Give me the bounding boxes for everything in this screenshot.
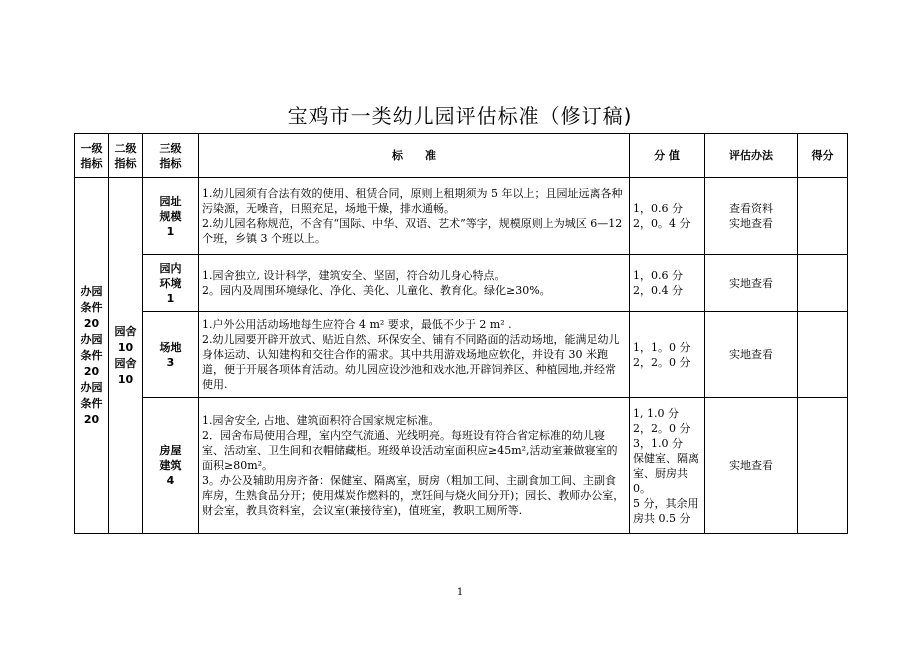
standard-cell: 1.户外公用活动场地每生应符合 4 m² 要求，最低不少于 2 m² . 2.幼儿园要开辟开放式、贴近自然、环保安全、铺有不同路面的活动场地，能满足幼儿身体运动、认知建构和交往合作的需求。其中共用游戏场地应软化，并设有 30 米跑道，便于开展各项体育活动。幼儿园应设沙池和戏水池,开辟饲养区、种植园地,并经常使用. xyxy=(199,312,630,398)
standard-cell: 1.园舍安全, 占地、建筑面积符合国家规定标准。 2．园舍布局使用合理，室内空气流通、光线明亮。每班设有符合省定标准的幼儿寝室、活动室、卫生间和衣帽储藏柜。班级单设活动室面积应≥45m²,活动室兼做寝室的面积≥80m²。 3。办公及辅助用房齐备：保健室、隔离室，厨房（粗加工间、主副食加工间、主副食库房，生熟食品分开；使用煤炭作燃料的，烹饪间与烧火间分开)；园长、教师办公室，财会室，教具资料室，会议室(兼接待室)，值班室，教职工厕所等. xyxy=(199,398,630,534)
header-standard: 标 准 xyxy=(199,134,630,178)
header-method: 评估办法 xyxy=(705,134,798,178)
method-cell: 实地查看 xyxy=(705,398,798,534)
page-title: 宝鸡市一类幼儿园评估标准（修订稿) xyxy=(287,104,633,128)
level1-cell: 办园 条件 20 办园 条件 20 办园 条件 20 xyxy=(75,178,109,534)
level3-cell: 园内 环境 1 xyxy=(143,255,199,312)
level3-cell: 园址 规模 1 xyxy=(143,178,199,255)
header-level3: 三级 指标 xyxy=(143,134,199,178)
method-cell: 实地查看 xyxy=(705,255,798,312)
standard-cell: 1.幼儿园须有合法有效的使用、租赁合同，原则上租期须为 5 年以上；且园址远离各种污染源，无噪音，日照充足，场地干燥，排水通畅。 2.幼儿园名称规范，不含有“国际、中华、双语、艺术”等字，规模原则上为城区 6—12 个班，乡镇 3 个班以上。 xyxy=(199,178,630,255)
header-score: 得分 xyxy=(798,134,848,178)
level3-cell: 场地 3 xyxy=(143,312,199,398)
standard-cell: 1.园舍独立, 设计科学，建筑安全、坚固，符合幼儿身心特点。 2。园内及周围环境绿化、净化、美化、儿童化、教育化。绿化≥30%。 xyxy=(199,255,630,312)
score-value-cell: 1，0.6 分 2，0.4 分 xyxy=(630,255,705,312)
table-row xyxy=(75,255,848,312)
header-level2: 二级 指标 xyxy=(109,134,143,178)
score-cell xyxy=(798,178,848,255)
score-cell xyxy=(798,312,848,398)
method-cell: 实地查看 xyxy=(705,312,798,398)
table-row xyxy=(75,178,848,255)
header-level1: 一级 指标 xyxy=(75,134,109,178)
score-value-cell: 1，0.6 分 2，0。4 分 xyxy=(630,178,705,255)
table-row xyxy=(75,398,848,534)
header-row xyxy=(75,134,848,178)
evaluation-table xyxy=(74,133,848,534)
score-cell xyxy=(798,398,848,534)
header-score-value: 分 值 xyxy=(630,134,705,178)
score-cell xyxy=(798,255,848,312)
page-number: 1 xyxy=(456,587,464,598)
level3-cell: 房屋 建筑 4 xyxy=(143,398,199,534)
score-value-cell: 1，1。0 分 2，2。0 分 xyxy=(630,312,705,398)
table-row xyxy=(75,312,848,398)
level2-cell: 园舍 10 园舍 10 xyxy=(109,178,143,534)
score-value-cell: 1, 1.0 分 2，2。0 分 3，1.0 分 保健室、隔离 室、厨房共 0。 5 分，其余用 房共 0.5 分 xyxy=(630,398,705,534)
method-cell: 查看资料 实地查看 xyxy=(705,178,798,255)
